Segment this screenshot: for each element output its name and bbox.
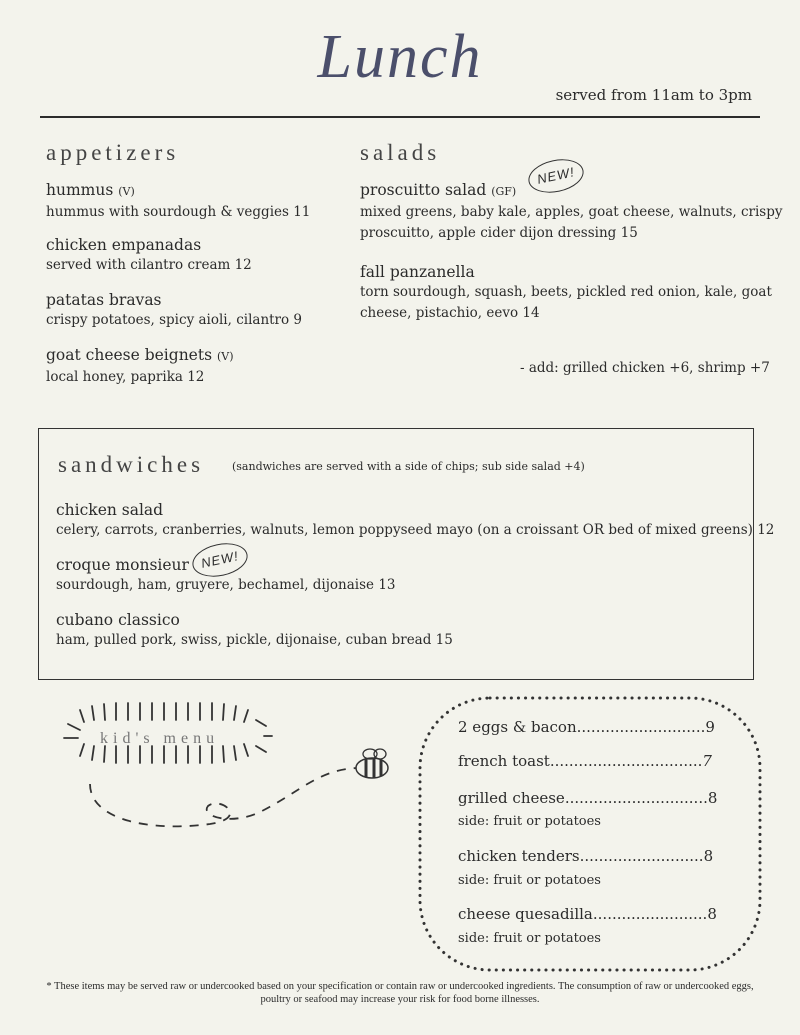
salad-addon: - add: grilled chicken +6, shrimp +7: [520, 360, 770, 376]
salad-item: [360, 262, 772, 324]
item-description: sourdough, ham, gruyere, bechamel, dijonaise 13: [56, 577, 396, 593]
dot-leader: ................................: [549, 752, 703, 770]
item-description: mixed greens, baby kale, apples, goat cheese, walnuts, crispy: [360, 204, 783, 220]
new-badge: NEW!: [189, 539, 250, 582]
header-divider: [40, 116, 760, 118]
kids-item: [458, 718, 715, 736]
item-name: cubano classico: [56, 611, 180, 629]
kids-item-price: 8: [707, 905, 717, 923]
kids-item-price: 8: [703, 847, 714, 865]
appetizer-item: [46, 290, 302, 331]
bee-path-illustration: [60, 700, 410, 840]
dot-leader: ..........................: [579, 847, 704, 865]
item-description: torn sourdough, squash, beets, pickled red onion, kale, goat: [360, 284, 772, 300]
item-description: served with cilantro cream 12: [46, 257, 252, 273]
item-tag: (GF): [491, 185, 517, 198]
dot-leader: ..............................: [564, 789, 708, 807]
item-name: goat cheese beignets: [46, 346, 213, 364]
item-description: proscuitto, apple cider dijon dressing 15: [360, 225, 638, 241]
salad-item: [360, 180, 783, 244]
item-name: chicken empanadas: [46, 236, 202, 254]
appetizer-item: [46, 235, 252, 276]
appetizer-item: [46, 180, 310, 223]
kids-item-price: 7: [702, 752, 712, 770]
kids-item: [458, 752, 712, 770]
appetizer-item: [46, 345, 234, 388]
item-name: croque monsieur: [56, 556, 189, 574]
item-name: fall panzanella: [360, 263, 475, 281]
item-description: cheese, pistachio, eevo 14: [360, 305, 540, 321]
kids-item-side: side: fruit or potatoes: [458, 814, 601, 829]
kids-item-name: french toast: [458, 752, 550, 770]
menu-title: Lunch: [317, 23, 483, 91]
item-name: chicken salad: [56, 501, 164, 519]
kids-item-name: chicken tenders: [458, 847, 580, 865]
item-name: proscuitto salad: [360, 181, 487, 199]
item-tag: (V): [216, 350, 234, 363]
sandwiches-note: (sandwiches are served with a side of chips; sub side salad +4): [232, 460, 585, 473]
item-description: crispy potatoes, spicy aioli, cilantro 9: [46, 312, 303, 328]
appetizers-heading: appetizers: [46, 140, 180, 165]
disclaimer-line: poultry or seafood may increase your risk for food borne illnesses.: [260, 994, 540, 1005]
item-description: hummus with sourdough & veggies 11: [46, 204, 311, 220]
item-description: local honey, paprika 12: [46, 369, 205, 385]
kids-item-name: grilled cheese: [458, 789, 565, 807]
dot-leader: ........................: [592, 905, 708, 923]
kids-item-name: cheese quesadilla: [458, 905, 593, 923]
item-name: patatas bravas: [46, 291, 162, 309]
footer-disclaimer: [10, 980, 790, 1006]
served-hours: served from 11am to 3pm: [555, 86, 752, 104]
item-description: ham, pulled pork, swiss, pickle, dijonaise, cuban bread 15: [56, 632, 453, 648]
salads-heading: salads: [360, 140, 441, 165]
kids-item-side: side: fruit or potatoes: [458, 873, 601, 888]
sandwiches-heading: sandwiches: [58, 452, 205, 477]
kids-menu-label: kid's menu: [100, 730, 220, 747]
kids-item: [458, 847, 713, 865]
kids-item: [458, 789, 717, 807]
sandwich-item: [56, 500, 774, 541]
new-badge: NEW!: [525, 155, 586, 198]
disclaimer-line: * These items may be served raw or undercooked based on your specification or contain raw or undercooked ingredients. The consumption of raw or undercooked eggs,: [46, 981, 754, 992]
kids-item-price: 9: [705, 718, 715, 736]
item-name: hummus: [46, 181, 114, 199]
sandwich-item: [56, 610, 453, 651]
kids-item-name: 2 eggs & bacon: [458, 718, 577, 736]
kids-item: [458, 905, 717, 923]
item-tag: (V): [118, 185, 135, 198]
dot-leader: ...........................: [576, 718, 706, 736]
kids-item-side: side: fruit or potatoes: [458, 931, 601, 946]
kids-item-price: 8: [707, 789, 718, 807]
item-description: celery, carrots, cranberries, walnuts, lemon poppyseed mayo (on a croissant OR bed of mixed greens) 12: [56, 522, 775, 538]
